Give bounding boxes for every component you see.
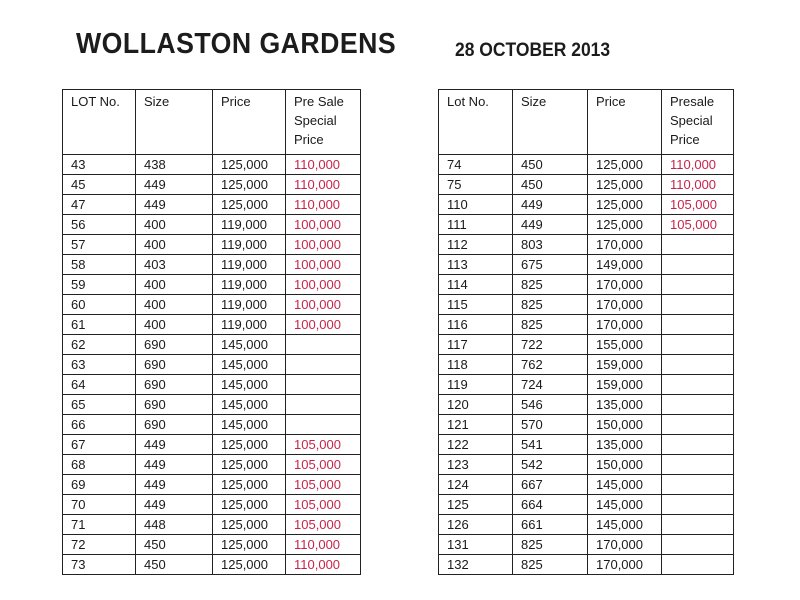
table-row [63,515,361,535]
lot-no-cell: 112 [439,235,513,255]
price-cell: 159,000 [588,355,662,375]
price-cell: 125,000 [213,195,286,215]
price-cell: 125,000 [213,495,286,515]
price-cell: 125,000 [213,435,286,455]
size-cell: 825 [513,315,588,335]
table-row [63,375,361,395]
table-row [439,315,734,335]
lot-no-cell: 74 [439,155,513,175]
table-row [439,375,734,395]
size-cell: 661 [513,515,588,535]
price-cell: 170,000 [588,315,662,335]
price-cell: 125,000 [213,175,286,195]
table-row [439,355,734,375]
price-cell: 155,000 [588,335,662,355]
header-special-price: Presale Special Price [662,90,734,155]
special-price-cell [662,475,734,495]
price-cell: 150,000 [588,455,662,475]
table-row [63,215,361,235]
special-price-cell: 100,000 [286,235,361,255]
table-row [439,515,734,535]
lot-no-cell: 73 [63,555,136,575]
table-row [439,275,734,295]
table-header-row [63,90,361,155]
table-row [63,555,361,575]
size-cell: 675 [513,255,588,275]
lot-no-cell: 122 [439,435,513,455]
size-cell: 449 [136,175,213,195]
size-cell: 449 [136,455,213,475]
price-table-right [438,89,734,575]
size-cell: 825 [513,295,588,315]
table-row [439,175,734,195]
price-cell: 125,000 [213,535,286,555]
table-row [63,335,361,355]
lot-no-cell: 58 [63,255,136,275]
lot-no-cell: 120 [439,395,513,415]
lot-no-cell: 118 [439,355,513,375]
header-size: Size [513,90,588,155]
table-row [63,175,361,195]
size-cell: 449 [136,495,213,515]
table-row [439,455,734,475]
table-header-row [439,90,734,155]
table-row [63,295,361,315]
table-row [63,415,361,435]
table-row [63,355,361,375]
special-price-cell: 110,000 [286,195,361,215]
lot-no-cell: 132 [439,555,513,575]
lot-no-cell: 57 [63,235,136,255]
special-price-cell [286,415,361,435]
special-price-cell [662,295,734,315]
size-cell: 803 [513,235,588,255]
table-row [439,155,734,175]
lot-no-cell: 60 [63,295,136,315]
size-cell: 762 [513,355,588,375]
table-row [439,415,734,435]
lot-no-cell: 119 [439,375,513,395]
special-price-cell [286,375,361,395]
table-row [439,435,734,455]
special-price-cell: 105,000 [286,435,361,455]
special-price-cell [662,515,734,535]
lot-no-cell: 75 [439,175,513,195]
header-price: Price [213,90,286,155]
price-cell: 125,000 [213,155,286,175]
special-price-cell [286,355,361,375]
special-price-cell [286,335,361,355]
page-date: 28 OCTOBER 2013 [455,40,611,61]
price-cell: 135,000 [588,435,662,455]
size-cell: 448 [136,515,213,535]
price-cell: 119,000 [213,275,286,295]
table-row [63,495,361,515]
lot-no-cell: 111 [439,215,513,235]
lot-no-cell: 72 [63,535,136,555]
special-price-cell: 105,000 [286,515,361,535]
size-cell: 449 [136,195,213,215]
price-cell: 125,000 [213,515,286,535]
size-cell: 449 [513,215,588,235]
lot-no-cell: 68 [63,455,136,475]
price-cell: 145,000 [213,375,286,395]
size-cell: 546 [513,395,588,415]
special-price-cell [662,395,734,415]
special-price-cell: 100,000 [286,275,361,295]
lot-no-cell: 116 [439,315,513,335]
price-cell: 170,000 [588,555,662,575]
price-cell: 119,000 [213,215,286,235]
price-cell: 170,000 [588,235,662,255]
price-cell: 145,000 [588,475,662,495]
size-cell: 542 [513,455,588,475]
special-price-cell [286,395,361,415]
table-row [439,195,734,215]
price-cell: 145,000 [588,515,662,535]
special-price-cell: 100,000 [286,255,361,275]
lot-no-cell: 113 [439,255,513,275]
special-price-cell: 110,000 [286,155,361,175]
size-cell: 570 [513,415,588,435]
table-row [63,255,361,275]
size-cell: 667 [513,475,588,495]
price-cell: 145,000 [213,395,286,415]
price-cell: 149,000 [588,255,662,275]
price-cell: 150,000 [588,415,662,435]
size-cell: 825 [513,275,588,295]
price-cell: 119,000 [213,255,286,275]
price-cell: 125,000 [588,155,662,175]
special-price-cell [662,375,734,395]
size-cell: 664 [513,495,588,515]
table-row [63,455,361,475]
header-lot-no: Lot No. [439,90,513,155]
size-cell: 400 [136,315,213,335]
price-cell: 119,000 [213,235,286,255]
price-cell: 119,000 [213,315,286,335]
special-price-cell: 105,000 [286,475,361,495]
size-cell: 724 [513,375,588,395]
price-cell: 125,000 [588,195,662,215]
lot-no-cell: 63 [63,355,136,375]
lot-no-cell: 59 [63,275,136,295]
special-price-cell: 110,000 [286,555,361,575]
price-cell: 170,000 [588,275,662,295]
table-row [439,395,734,415]
size-cell: 690 [136,335,213,355]
lot-no-cell: 67 [63,435,136,455]
special-price-cell: 105,000 [662,215,734,235]
lot-no-cell: 110 [439,195,513,215]
size-cell: 825 [513,535,588,555]
table-row [63,395,361,415]
header-special-price: Pre Sale Special Price [286,90,361,155]
special-price-cell: 100,000 [286,215,361,235]
table-row [63,315,361,335]
size-cell: 541 [513,435,588,455]
price-cell: 145,000 [588,495,662,515]
table-row [63,435,361,455]
lot-no-cell: 56 [63,215,136,235]
table-row [63,155,361,175]
price-cell: 125,000 [588,215,662,235]
lot-no-cell: 70 [63,495,136,515]
size-cell: 450 [513,155,588,175]
special-price-cell [662,315,734,335]
size-cell: 400 [136,295,213,315]
table-row [439,555,734,575]
lot-no-cell: 71 [63,515,136,535]
table-row [439,215,734,235]
lot-no-cell: 123 [439,455,513,475]
lot-no-cell: 62 [63,335,136,355]
lot-no-cell: 65 [63,395,136,415]
table-row [63,235,361,255]
lot-no-cell: 114 [439,275,513,295]
special-price-cell [662,435,734,455]
price-cell: 125,000 [213,475,286,495]
size-cell: 438 [136,155,213,175]
table-row [439,235,734,255]
price-cell: 159,000 [588,375,662,395]
size-cell: 403 [136,255,213,275]
price-cell: 135,000 [588,395,662,415]
lot-no-cell: 124 [439,475,513,495]
lot-no-cell: 43 [63,155,136,175]
lot-no-cell: 126 [439,515,513,535]
lot-no-cell: 115 [439,295,513,315]
size-cell: 400 [136,275,213,295]
size-cell: 400 [136,215,213,235]
lot-no-cell: 125 [439,495,513,515]
lot-no-cell: 47 [63,195,136,215]
size-cell: 449 [136,435,213,455]
special-price-cell: 110,000 [286,535,361,555]
price-cell: 125,000 [213,455,286,475]
table-row [439,535,734,555]
header-size: Size [136,90,213,155]
size-cell: 690 [136,355,213,375]
table-row [439,335,734,355]
lot-no-cell: 117 [439,335,513,355]
special-price-cell [662,235,734,255]
size-cell: 450 [136,535,213,555]
special-price-cell: 110,000 [662,175,734,195]
price-cell: 145,000 [213,415,286,435]
size-cell: 450 [136,555,213,575]
special-price-cell: 105,000 [286,495,361,515]
special-price-cell [662,275,734,295]
special-price-cell [662,415,734,435]
size-cell: 690 [136,395,213,415]
page-title: WOLLASTON GARDENS [76,28,397,60]
special-price-cell: 110,000 [286,175,361,195]
special-price-cell [662,495,734,515]
price-cell: 170,000 [588,535,662,555]
lot-no-cell: 131 [439,535,513,555]
size-cell: 825 [513,555,588,575]
table-row [63,535,361,555]
lot-no-cell: 66 [63,415,136,435]
size-cell: 690 [136,415,213,435]
table-row [63,475,361,495]
size-cell: 722 [513,335,588,355]
table-row [63,275,361,295]
price-cell: 170,000 [588,295,662,315]
table-row [439,475,734,495]
price-cell: 145,000 [213,355,286,375]
table-row [439,255,734,275]
header-price: Price [588,90,662,155]
price-table-left [62,89,361,575]
table-row [439,295,734,315]
lot-no-cell: 121 [439,415,513,435]
special-price-cell [662,555,734,575]
special-price-cell: 105,000 [662,195,734,215]
price-cell: 119,000 [213,295,286,315]
special-price-cell: 110,000 [662,155,734,175]
price-cell: 125,000 [588,175,662,195]
header-lot-no: LOT No. [63,90,136,155]
price-cell: 145,000 [213,335,286,355]
special-price-cell: 105,000 [286,455,361,475]
lot-no-cell: 61 [63,315,136,335]
special-price-cell: 100,000 [286,295,361,315]
table-row [63,195,361,215]
special-price-cell [662,255,734,275]
special-price-cell [662,535,734,555]
special-price-cell [662,455,734,475]
lot-no-cell: 69 [63,475,136,495]
special-price-cell: 100,000 [286,315,361,335]
size-cell: 400 [136,235,213,255]
table-row [439,495,734,515]
lot-no-cell: 45 [63,175,136,195]
size-cell: 450 [513,175,588,195]
size-cell: 690 [136,375,213,395]
special-price-cell [662,335,734,355]
lot-no-cell: 64 [63,375,136,395]
price-cell: 125,000 [213,555,286,575]
size-cell: 449 [136,475,213,495]
size-cell: 449 [513,195,588,215]
special-price-cell [662,355,734,375]
